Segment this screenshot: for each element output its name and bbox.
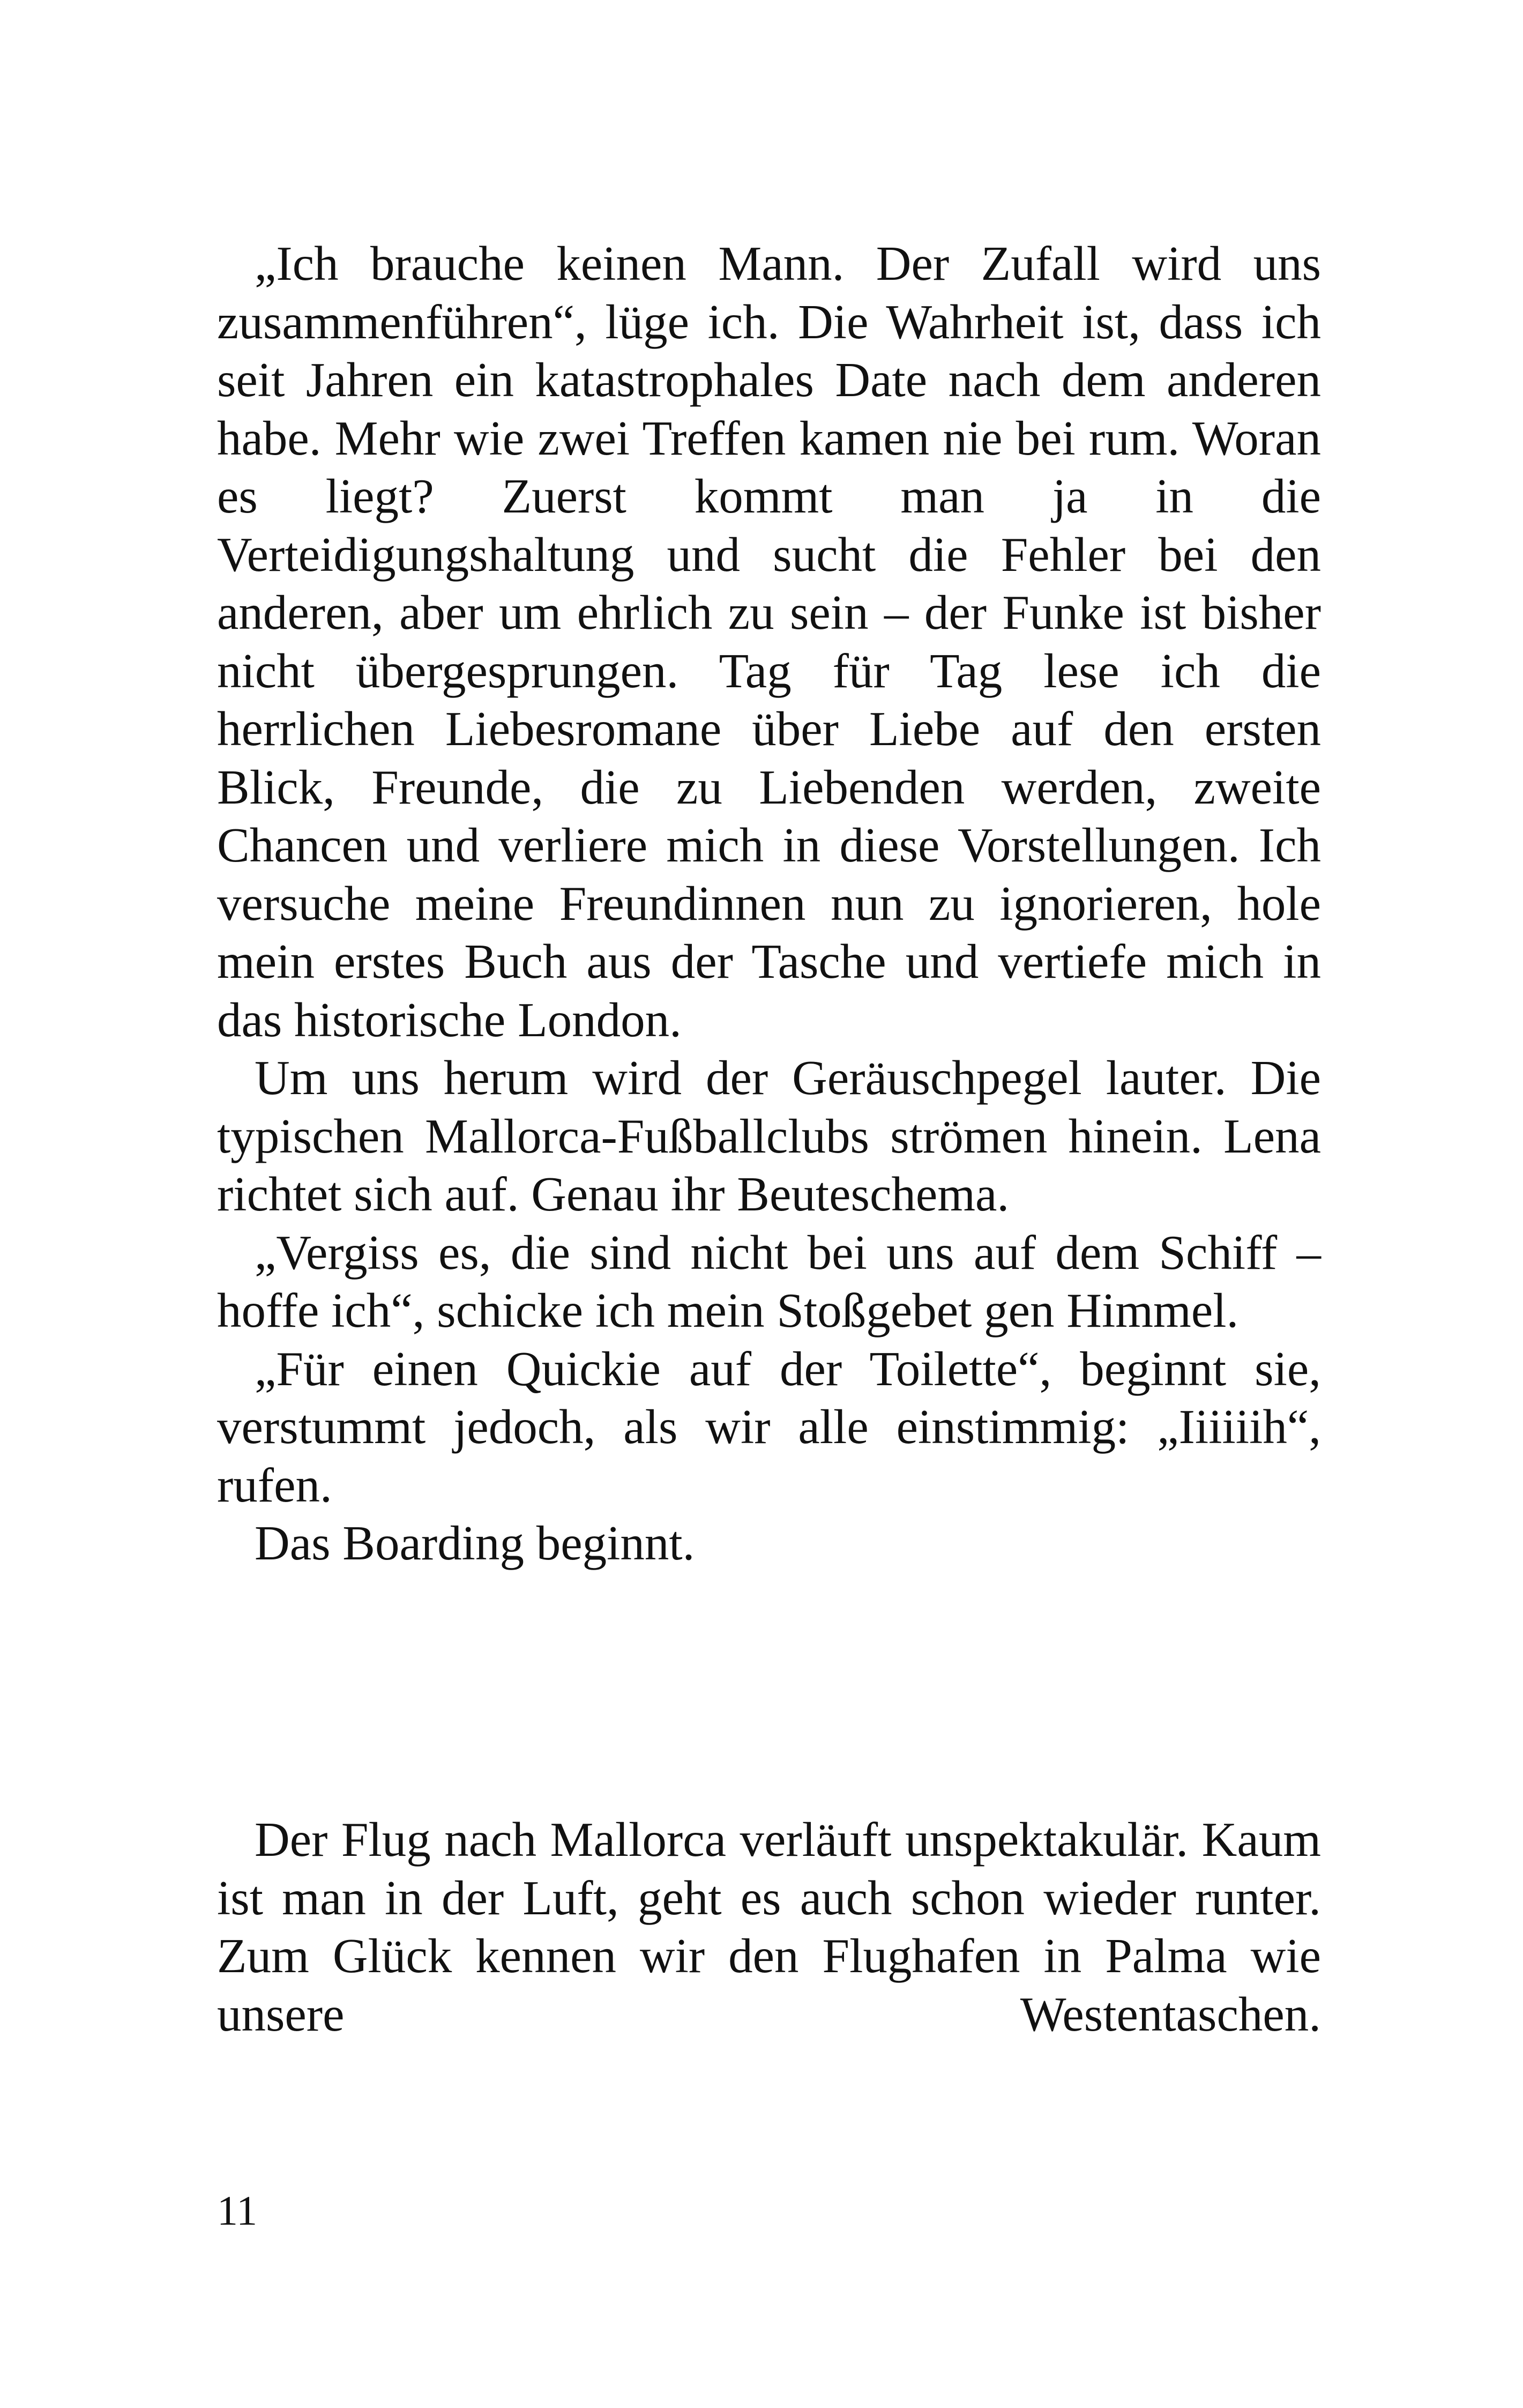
page-number: 11	[217, 2187, 258, 2234]
paragraph: Das Boarding beginnt.	[255, 1516, 695, 1570]
paragraph: Um uns herum wird der Geräuschpegel lauter. Die typischen Mallorca-Fußballclubs strömen hinein. Lena richtet sich auf. Genau ihr Beuteschema.	[217, 1051, 1321, 1221]
paragraph: „Für einen Quickie auf der Toilette“, beginnt sie, verstummt jedoch, als wir alle einstimmig: „Iiiiiih“, rufen.	[217, 1341, 1321, 1512]
text-section-2	[217, 1811, 1321, 2043]
paragraph: Der Flug nach Mallorca verläuft unspektakulär. Kaum ist man in der Luft, geht es auch schon wieder runter. Zum Glück kennen wir den Flughafen in Palma wie unsere Westentaschen.	[217, 1812, 1321, 2041]
paragraph: „Vergiss es, die sind nicht bei uns auf dem Schiff – hoffe ich“, schicke ich mein Stoßgebet gen Himmel.	[217, 1225, 1321, 1337]
text-section-1	[217, 235, 1321, 1573]
paragraph: „Ich brauche keinen Mann. Der Zufall wird uns zusammenführen“, lüge ich. Die Wahrheit ist, dass ich seit Jahren ein katastrophales Date nach dem anderen habe. Mehr wie zwei Treffen kamen nie bei rum. Woran es liegt? Zuerst kommt man ja in die Verteidigungshaltung und sucht die Fehler bei den anderen, aber um ehrlich zu sein – der Funke ist bisher nicht übergesprungen. Tag für Tag lese ich die herrlichen Liebesromane über Liebe auf den ersten Blick, Freunde, die zu Liebenden werden, zweite Chancen und verliere mich in diese Vorstellungen. Ich versuche meine Freundinnen nun zu ignorieren, hole mein erstes Buch aus der Tasche und vertiefe mich in das historische London.	[217, 236, 1321, 1047]
